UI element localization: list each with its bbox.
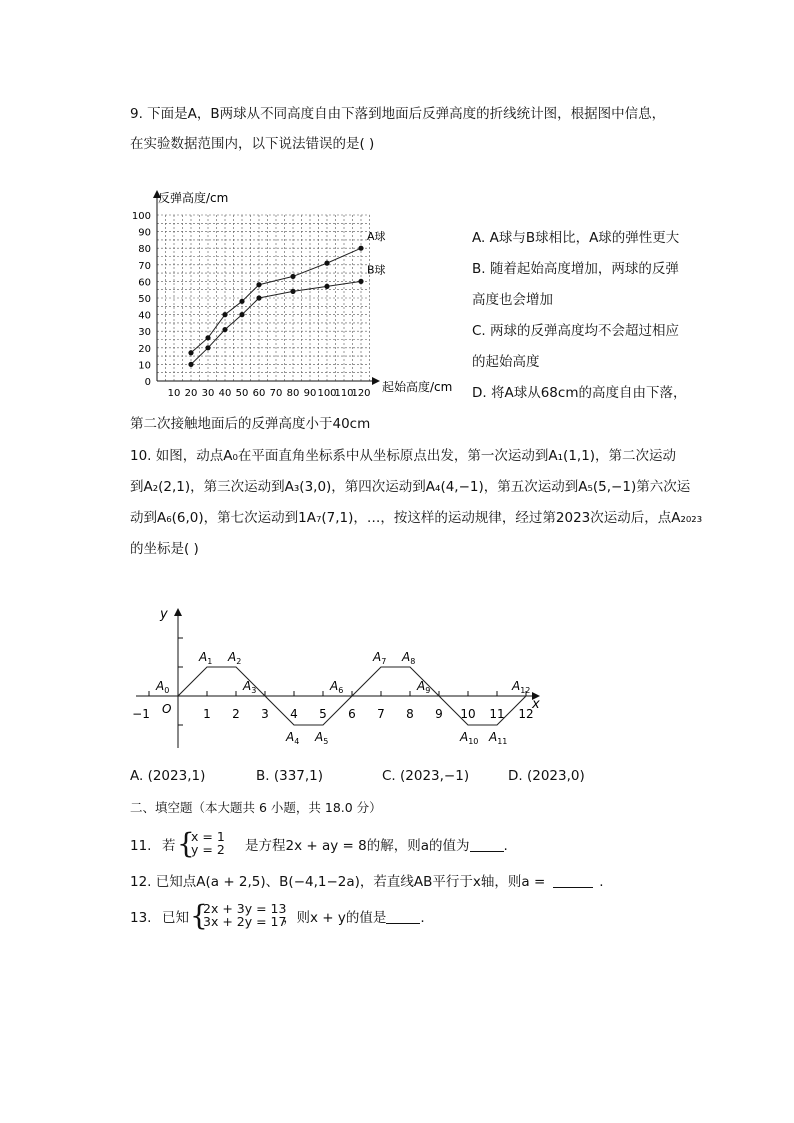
data-point — [290, 289, 295, 294]
point-label: $A_3$ — [243, 679, 257, 695]
x-tick-label: 9 — [435, 707, 443, 721]
q11-answer-blank[interactable] — [470, 837, 504, 852]
q9-option-c1: C. 两球的反弹高度均不会超过相应 — [472, 323, 680, 339]
data-point — [205, 345, 210, 350]
q13-number: 13. — [130, 910, 152, 926]
q11-end: . — [503, 838, 508, 854]
data-point — [188, 350, 193, 355]
x-tick-label: 100 — [317, 388, 337, 399]
q13-eq1: 2x + 3y = 13 — [203, 901, 287, 916]
motion-path-figure — [120, 602, 560, 752]
q9-option-c2: 的起始高度 — [472, 354, 540, 370]
series-label: B球 — [367, 263, 386, 277]
point-label: $A_{12}$ — [512, 679, 531, 695]
q13-answer-blank[interactable] — [386, 909, 420, 924]
data-point — [358, 279, 363, 284]
q13-end: . — [420, 910, 425, 926]
q9-option-d: D. 将A球从68cm的高度自由下落， — [472, 385, 687, 401]
q13-post-text: ，则x + y的值是 — [283, 910, 387, 926]
q13-post — [283, 908, 425, 928]
axis-y-label: y — [160, 607, 168, 622]
data-point — [222, 312, 227, 317]
y-tick-label: 50 — [138, 294, 151, 305]
series-label: A球 — [367, 230, 386, 244]
chart-xlabel: 起始高度/cm — [382, 380, 453, 394]
x-tick-label: 110 — [334, 388, 354, 399]
q11-number: 11. — [130, 838, 152, 854]
y-tick-label: 70 — [138, 260, 151, 272]
y-tick-label: 80 — [138, 244, 151, 256]
y-tick-label: 40 — [138, 310, 151, 322]
q11-brace: { — [177, 827, 195, 860]
x-tick-label: 11 — [489, 707, 505, 721]
data-point — [239, 299, 244, 304]
x-tick-label: −1 — [132, 707, 150, 721]
q10-line1: 10. 如图，动点A₀在平面直角坐标系中从坐标原点出发，第一次运动到A₁(1,1)，第二次运动 — [130, 448, 677, 464]
x-axis-arrow — [372, 377, 380, 385]
point-label: $A_2$ — [228, 650, 242, 666]
q9-option-a: A. A球与B球相比，A球的弹性更大 — [472, 230, 680, 246]
q10-line4: 的坐标是( ) — [130, 541, 199, 557]
x-tick-label: 4 — [290, 707, 298, 721]
x-tick-label: 10 — [167, 388, 181, 399]
q10-choice-a: A. (2023,1) — [130, 768, 206, 784]
q9-last-line: 第二次接触地面后的反弹高度小于40cm — [130, 416, 371, 432]
point-label: $A_5$ — [315, 730, 329, 746]
q13-brace: { — [190, 899, 208, 932]
q10-line2: 到A₂(2,1)，第三次运动到A₃(3,0)，第四次运动到A₄(4,−1)，第五次运动到A₅(5,−1)第六次运 — [130, 479, 691, 495]
point-label: $A_6$ — [330, 679, 344, 695]
q13-pre: 已知 — [162, 910, 189, 926]
q9-line2: 在实验数据范围内，以下说法错误的是( ) — [130, 136, 375, 152]
point-label: $A_{11}$ — [489, 730, 508, 746]
data-point — [256, 282, 261, 287]
q12-end: . — [599, 874, 604, 890]
x-tick-label: 5 — [319, 707, 327, 721]
x-tick-label: 2 — [232, 707, 240, 721]
chart-ylabel: 反弹高度/cm — [158, 191, 229, 205]
q9-line1: 9. 下面是A，B两球从不同高度自由下落到地面后反弹高度的折线统计图，根据图中信息， — [130, 106, 666, 122]
point-label: $A_8$ — [402, 650, 416, 666]
point-label: $A_9$ — [417, 679, 431, 695]
x-tick-label: 80 — [286, 388, 300, 399]
x-tick-label: 90 — [303, 388, 317, 399]
data-point — [256, 295, 261, 300]
q13-eq2: 3x + 2y = 17 — [203, 914, 287, 929]
q12-text: 12. 已知点A(a + 2,5)、B(−4,1−2a)，若直线AB平行于x轴，则a = — [130, 874, 546, 890]
data-point — [239, 312, 244, 317]
point-label: $A_0$ — [156, 679, 170, 695]
x-tick-label: 30 — [201, 388, 215, 399]
origin-label: O — [162, 702, 172, 716]
q9-option-b2: 高度也会增加 — [472, 292, 553, 308]
y-tick-label: 10 — [138, 360, 151, 372]
q9-option-b1: B. 随着起始高度增加，两球的反弹 — [472, 261, 679, 277]
x-tick-label: 3 — [261, 707, 269, 721]
y-tick-label: 0 — [144, 377, 151, 388]
q11-eq2: y = 2 — [191, 842, 225, 857]
x-tick-label: 7 — [377, 707, 385, 721]
section-heading: 二、填空题（本大题共 6 小题，共 18.0 分） — [130, 800, 382, 815]
x-tick-label: 70 — [269, 388, 283, 399]
x-tick-label: 60 — [252, 388, 266, 399]
x-tick-label: 12 — [518, 707, 534, 721]
q10-choice-d: D. (2023,0) — [508, 768, 585, 784]
q10-line3: 动到A₆(6,0)，第七次运动到1A₇(7,1)，…，按这样的运动规律，经过第2023次运动后，点A₂₀₂₃ — [130, 510, 703, 526]
q12-answer-blank[interactable] — [553, 873, 593, 888]
data-point — [290, 274, 295, 279]
x-tick-label: 6 — [348, 707, 356, 721]
y-tick-label: 20 — [138, 343, 151, 355]
point-label: $A_4$ — [286, 730, 300, 746]
y-tick-label: 100 — [131, 211, 151, 222]
q11-pre: 若 — [162, 838, 176, 854]
q11-eq1: x = 1 — [191, 829, 225, 844]
data-point — [188, 362, 193, 367]
y-tick-label: 90 — [138, 227, 151, 239]
point-label: $A_{10}$ — [460, 730, 479, 746]
x-tick-label: 8 — [406, 707, 414, 721]
y-tick-label: 60 — [138, 277, 151, 289]
data-point — [358, 246, 363, 251]
q10-choice-b: B. (337,1) — [256, 768, 324, 784]
x-tick-label: 50 — [235, 388, 249, 399]
q10-choice-c: C. (2023,−1) — [382, 768, 470, 784]
x-tick-label: 40 — [218, 388, 232, 399]
y-axis-arrow — [174, 608, 182, 616]
x-tick-label: 10 — [460, 707, 476, 721]
data-point — [205, 335, 210, 340]
data-point — [324, 284, 329, 289]
x-tick-label: 120 — [351, 388, 371, 399]
q11-post — [245, 836, 508, 856]
point-label: $A_7$ — [373, 650, 387, 666]
data-point — [324, 261, 329, 266]
x-tick-label: 1 — [203, 707, 211, 721]
q11-post-text: 是方程2x + ay = 8的解，则a的值为 — [245, 838, 470, 854]
data-point — [222, 327, 227, 332]
point-label: $A_1$ — [199, 650, 213, 666]
y-tick-label: 30 — [138, 327, 151, 339]
x-tick-label: 20 — [184, 388, 198, 399]
axis-x-label: x — [532, 697, 540, 712]
q12-line — [130, 872, 604, 892]
bounce-height-chart — [120, 186, 520, 401]
